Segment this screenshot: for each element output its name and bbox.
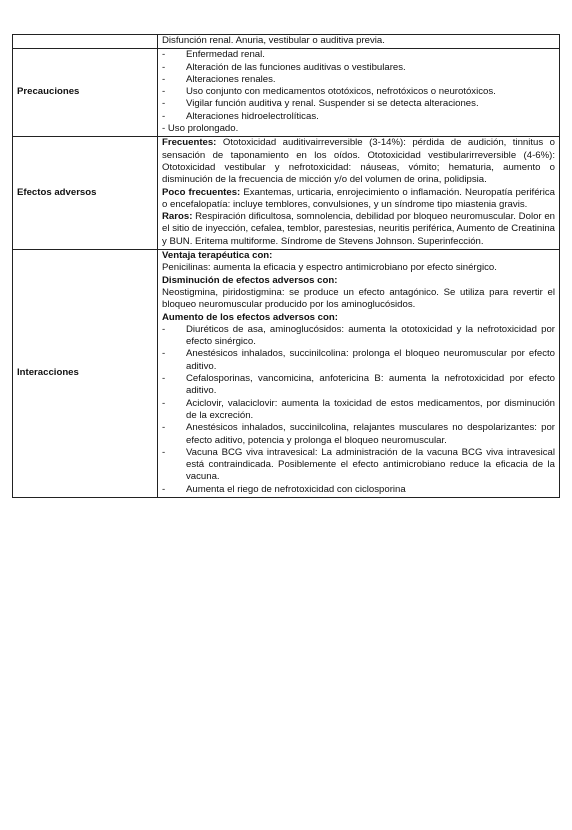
- interaction-text: Aciclovir, valaciclovir: aumenta la toxicidad de estos medicamentos, por disminución de la excreción.: [186, 397, 555, 421]
- list-item: - Aciclovir, valaciclovir: aumenta la toxicidad de estos medicamentos, por disminución de la excreción.: [162, 397, 555, 421]
- list-item: - Alteraciones renales.: [162, 74, 555, 86]
- table-row-interacciones: [13, 250, 560, 498]
- table-row-efectos: [13, 137, 560, 250]
- interaction-text: Vacuna BCG viva intravesical: La administración de la vacuna BCG viva intravesical está contraindicada. Posiblemente el efecto antimicrobiano reduce la eficacia de la vacuna.: [186, 446, 555, 483]
- precauciones-cell: [158, 49, 560, 137]
- table-row-contraindications: [13, 35, 560, 49]
- poco-frecuentes-heading: Poco frecuentes:: [162, 186, 241, 198]
- list-item: - Vigilar función auditiva y renal. Suspender si se detecta alteraciones.: [162, 98, 555, 110]
- poco-frecuentes-text: Exantemas, urticaria, enrojecimiento o inflamación. Neuropatía periférica o encefalopatía: incluye temblores, convulsiones, y un síndrome tipo miastenia gravis.: [162, 186, 556, 210]
- efectos-cell: [158, 137, 560, 250]
- precaution-last: - Uso prolongado.: [162, 123, 239, 135]
- aumento-heading: Aumento de los efectos adversos con:: [162, 311, 338, 323]
- disminucion-heading: Disminución de efectos adversos con:: [162, 274, 338, 286]
- precaution-text: Alteración de las funciones auditivas o vestibulares.: [186, 61, 406, 73]
- frecuentes-heading: Frecuentes:: [162, 137, 217, 149]
- list-item: - Enfermedad renal.: [162, 49, 555, 61]
- list-item: - Anestésicos inhalados, succinilcolina: prolonga el bloqueo neuromuscular por efecto aditivo.: [162, 348, 555, 372]
- precaution-text: Vigilar función auditiva y renal. Suspender si se detecta alteraciones.: [186, 98, 479, 110]
- row-label-interacciones: Interacciones: [13, 250, 158, 498]
- contraindications-cell: [158, 35, 560, 49]
- precaution-text: Alteraciones renales.: [186, 73, 276, 85]
- list-item: - Vacuna BCG viva intravesical: La administración de la vacuna BCG viva intravesical está contraindicada. Posiblemente el efecto antimicrobiano reduce la eficacia de la vacuna.: [162, 446, 555, 483]
- contraindications-text: Disfunción renal. Anuria, vestibular o auditiva previa.: [162, 35, 385, 46]
- ventaja-text: Penicilinas: aumenta la eficacia y espectro antimicrobiano por efecto sinérgico.: [162, 262, 497, 274]
- list-item: - Aumenta el riego de nefrotoxicidad con ciclosporina: [162, 484, 555, 496]
- frecuentes-text: Ototoxicidad auditivairreversible (3-14%): pérdida de audición, tinnitus o sensación de taponamiento en los oídos. Ototoxicidad vestibularirreversible (4-6%): Ototoxicidad vestibular y nefrotoxicidad: náuseas, vómito; hematuria, aumento o disminución de la frecuencia de micción y/o del volumen de orina, polidipsia.: [162, 137, 555, 186]
- precaution-text: Alteraciones hidroelectrolíticas.: [186, 110, 319, 122]
- raros-paragraph: [162, 211, 555, 248]
- list-item: - Anestésicos inhalados, succinilcolina, relajantes musculares no despolarizantes: por efecto aditivo, potencia y prolonga el bloqueo neuromuscular.: [162, 422, 555, 446]
- row-label-precauciones: Precauciones: [13, 49, 158, 137]
- interaction-text: Aumenta el riego de nefrotoxicidad con ciclosporina: [186, 483, 406, 495]
- interaction-text: Cefalosporinas, vancomicina, anfotericina B: aumenta la nefrotoxicidad por efecto aditivo.: [186, 373, 555, 397]
- row-label-empty: [13, 35, 158, 49]
- precaution-text: Enfermedad renal.: [186, 49, 265, 61]
- raros-text: Respiración dificultosa, somnolencia, debilidad por bloqueo neuromuscular. Dolor en el sitio de inyección, cefalea, temblor, parestesias, neuritis periférica, Aumento de Creatinina y BUN. Eritema multiforme. Síndrome de Stevens Johnson. Superinfección.: [162, 211, 555, 247]
- raros-heading: Raros:: [162, 211, 193, 223]
- list-item: - Diuréticos de asa, aminoglucósidos: aumenta la ototoxicidad y la nefrotoxicidad por efecto sinérgico.: [162, 323, 555, 348]
- table-row-precauciones: [13, 49, 560, 137]
- poco-frecuentes-paragraph: [162, 187, 555, 212]
- interaction-text: Anestésicos inhalados, succinilcolina: prolonga el bloqueo neuromuscular por efecto aditivo.: [186, 348, 555, 372]
- drug-info-table: [12, 34, 560, 498]
- disminucion-text: Neostigmina, piridostigmina: se produce un efecto antagónico. Se utiliza para revertir el bloqueo neuromuscular producido por los aminoglucósidos.: [162, 286, 555, 311]
- row-label-efectos: Efectos adversos: [13, 137, 158, 250]
- ventaja-heading: Ventaja terapéutica con:: [162, 250, 273, 262]
- precaution-text: Uso conjunto con medicamentos ototóxicos, nefrotóxicos o neurotóxicos.: [186, 86, 496, 98]
- list-item: - Cefalosporinas, vancomicina, anfotericina B: aumenta la nefrotoxicidad por efecto aditivo.: [162, 373, 555, 397]
- frecuentes-paragraph: [162, 137, 555, 186]
- list-item: - Uso conjunto con medicamentos ototóxicos, nefrotóxicos o neurotóxicos.: [162, 86, 555, 98]
- list-item: - Alteración de las funciones auditivas o vestibulares.: [162, 62, 555, 74]
- interaction-text: Anestésicos inhalados, succinilcolina, relajantes musculares no despolarizantes: por efecto aditivo, potencia y prolonga el bloqueo neuromuscular.: [186, 422, 555, 446]
- interaction-text: Diuréticos de asa, aminoglucósidos: aumenta la ototoxicidad y la nefrotoxicidad por efecto sinérgico.: [186, 323, 555, 348]
- interacciones-cell: [158, 250, 560, 498]
- list-item: - Alteraciones hidroelectrolíticas.: [162, 111, 555, 123]
